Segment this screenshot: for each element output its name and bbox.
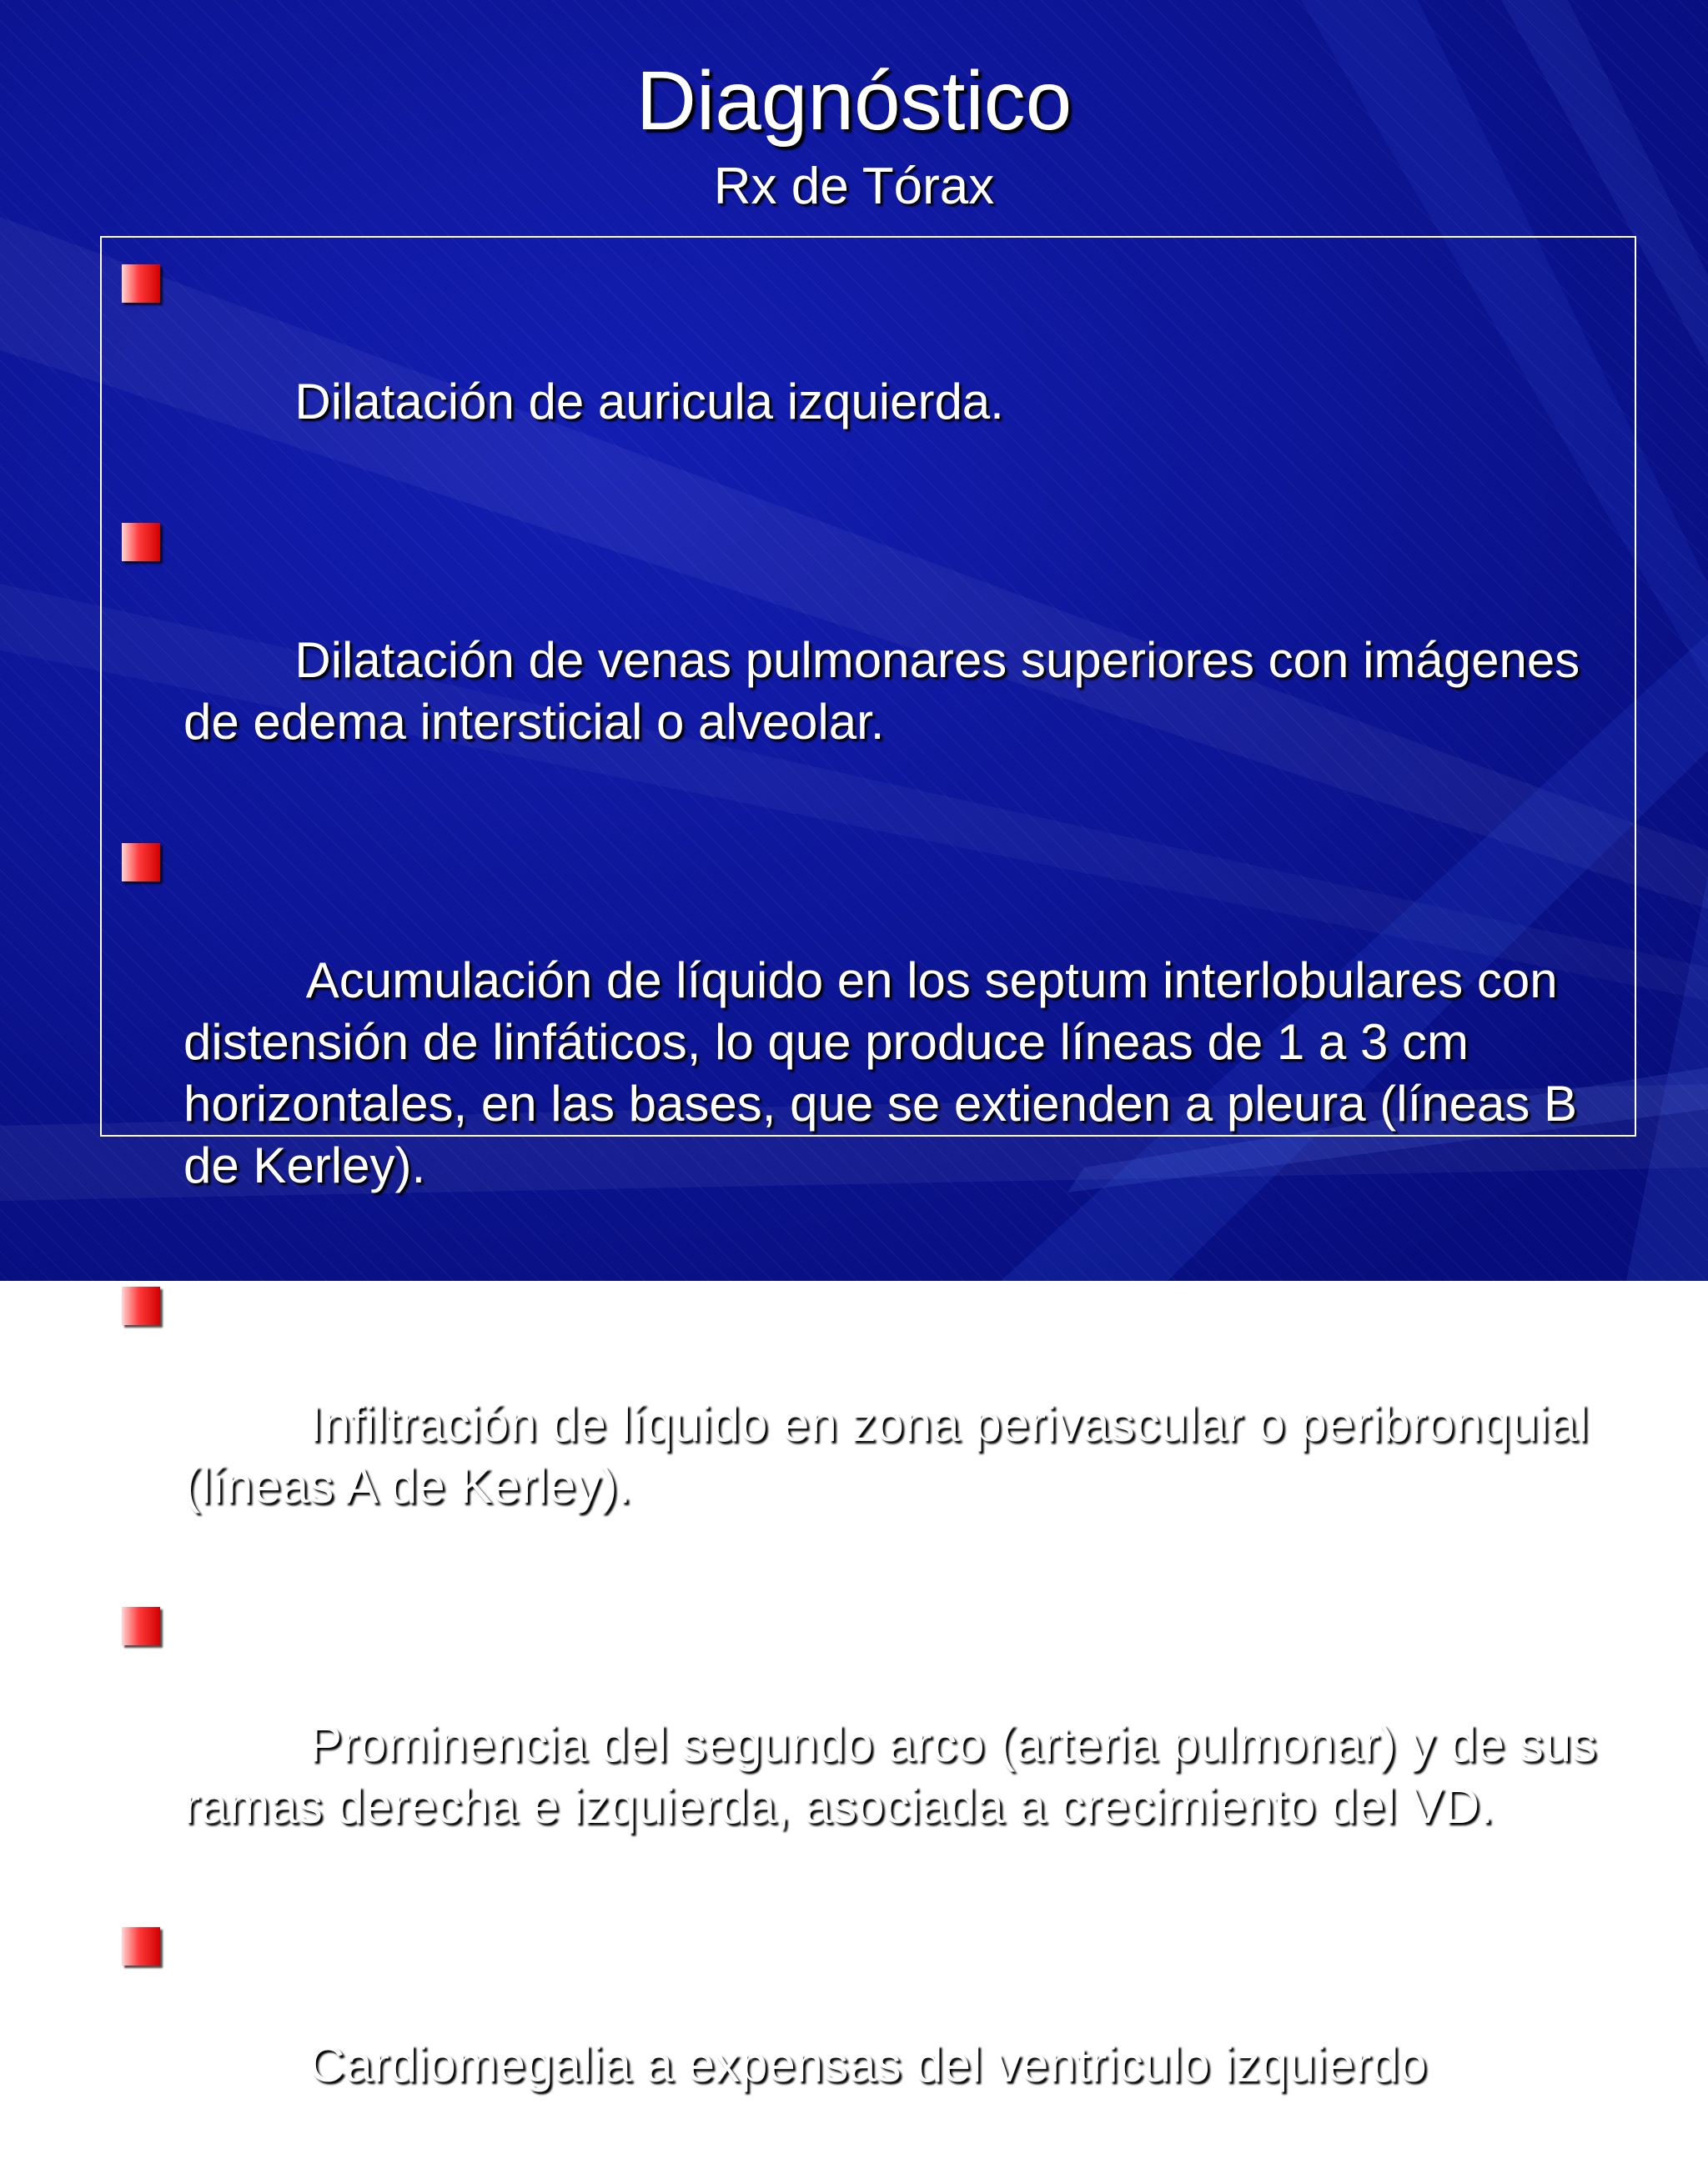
- bullet-text: Infiltración de líquido en zona perivascular o peribronquial (líneas A de Kerley).: [183, 1396, 1602, 1514]
- list-item: [122, 826, 1623, 1258]
- red-square-bullet-icon: [122, 843, 160, 881]
- bullet-text: Dilatación de auricula izquierda.: [294, 374, 1004, 429]
- red-square-bullet-icon: [122, 264, 160, 303]
- bullet-list: [122, 248, 1623, 2169]
- bullet-text: Dilatación de venas pulmonares superiores con imágenes de edema intersticial o alveolar.: [183, 632, 1594, 750]
- list-item: [122, 506, 1623, 815]
- bullet-text: Cardiomegalia a expensas del ventriculo izquierdo: [294, 2036, 1427, 2092]
- content-box: [100, 236, 1636, 2092]
- red-square-bullet-icon: [122, 1607, 160, 1645]
- red-square-bullet-icon: [122, 523, 160, 561]
- list-item: [122, 1910, 1623, 2157]
- list-item: [122, 248, 1623, 495]
- red-square-bullet-icon: [122, 1927, 160, 1966]
- slide-title: Diagnóstico: [635, 54, 1073, 148]
- bullet-text: Prominencia del segundo arco (arteria pulmonar) y de sus ramas derecha e izquierda, asociada a crecimiento del VD.: [183, 1716, 1610, 1834]
- slide-subtitle: Rx de Tórax: [713, 158, 995, 215]
- bullet-text: Acumulación de líquido en los septum interlobulares con distensión de linfáticos, lo que produce líneas de 1 a 3 cm horizontales, en las bases, que se extienden a pleura (líneas B de Kerley).: [183, 952, 1591, 1193]
- list-item: [122, 1590, 1623, 1899]
- red-square-bullet-icon: [122, 1287, 160, 1325]
- list-item: [122, 1270, 1623, 1579]
